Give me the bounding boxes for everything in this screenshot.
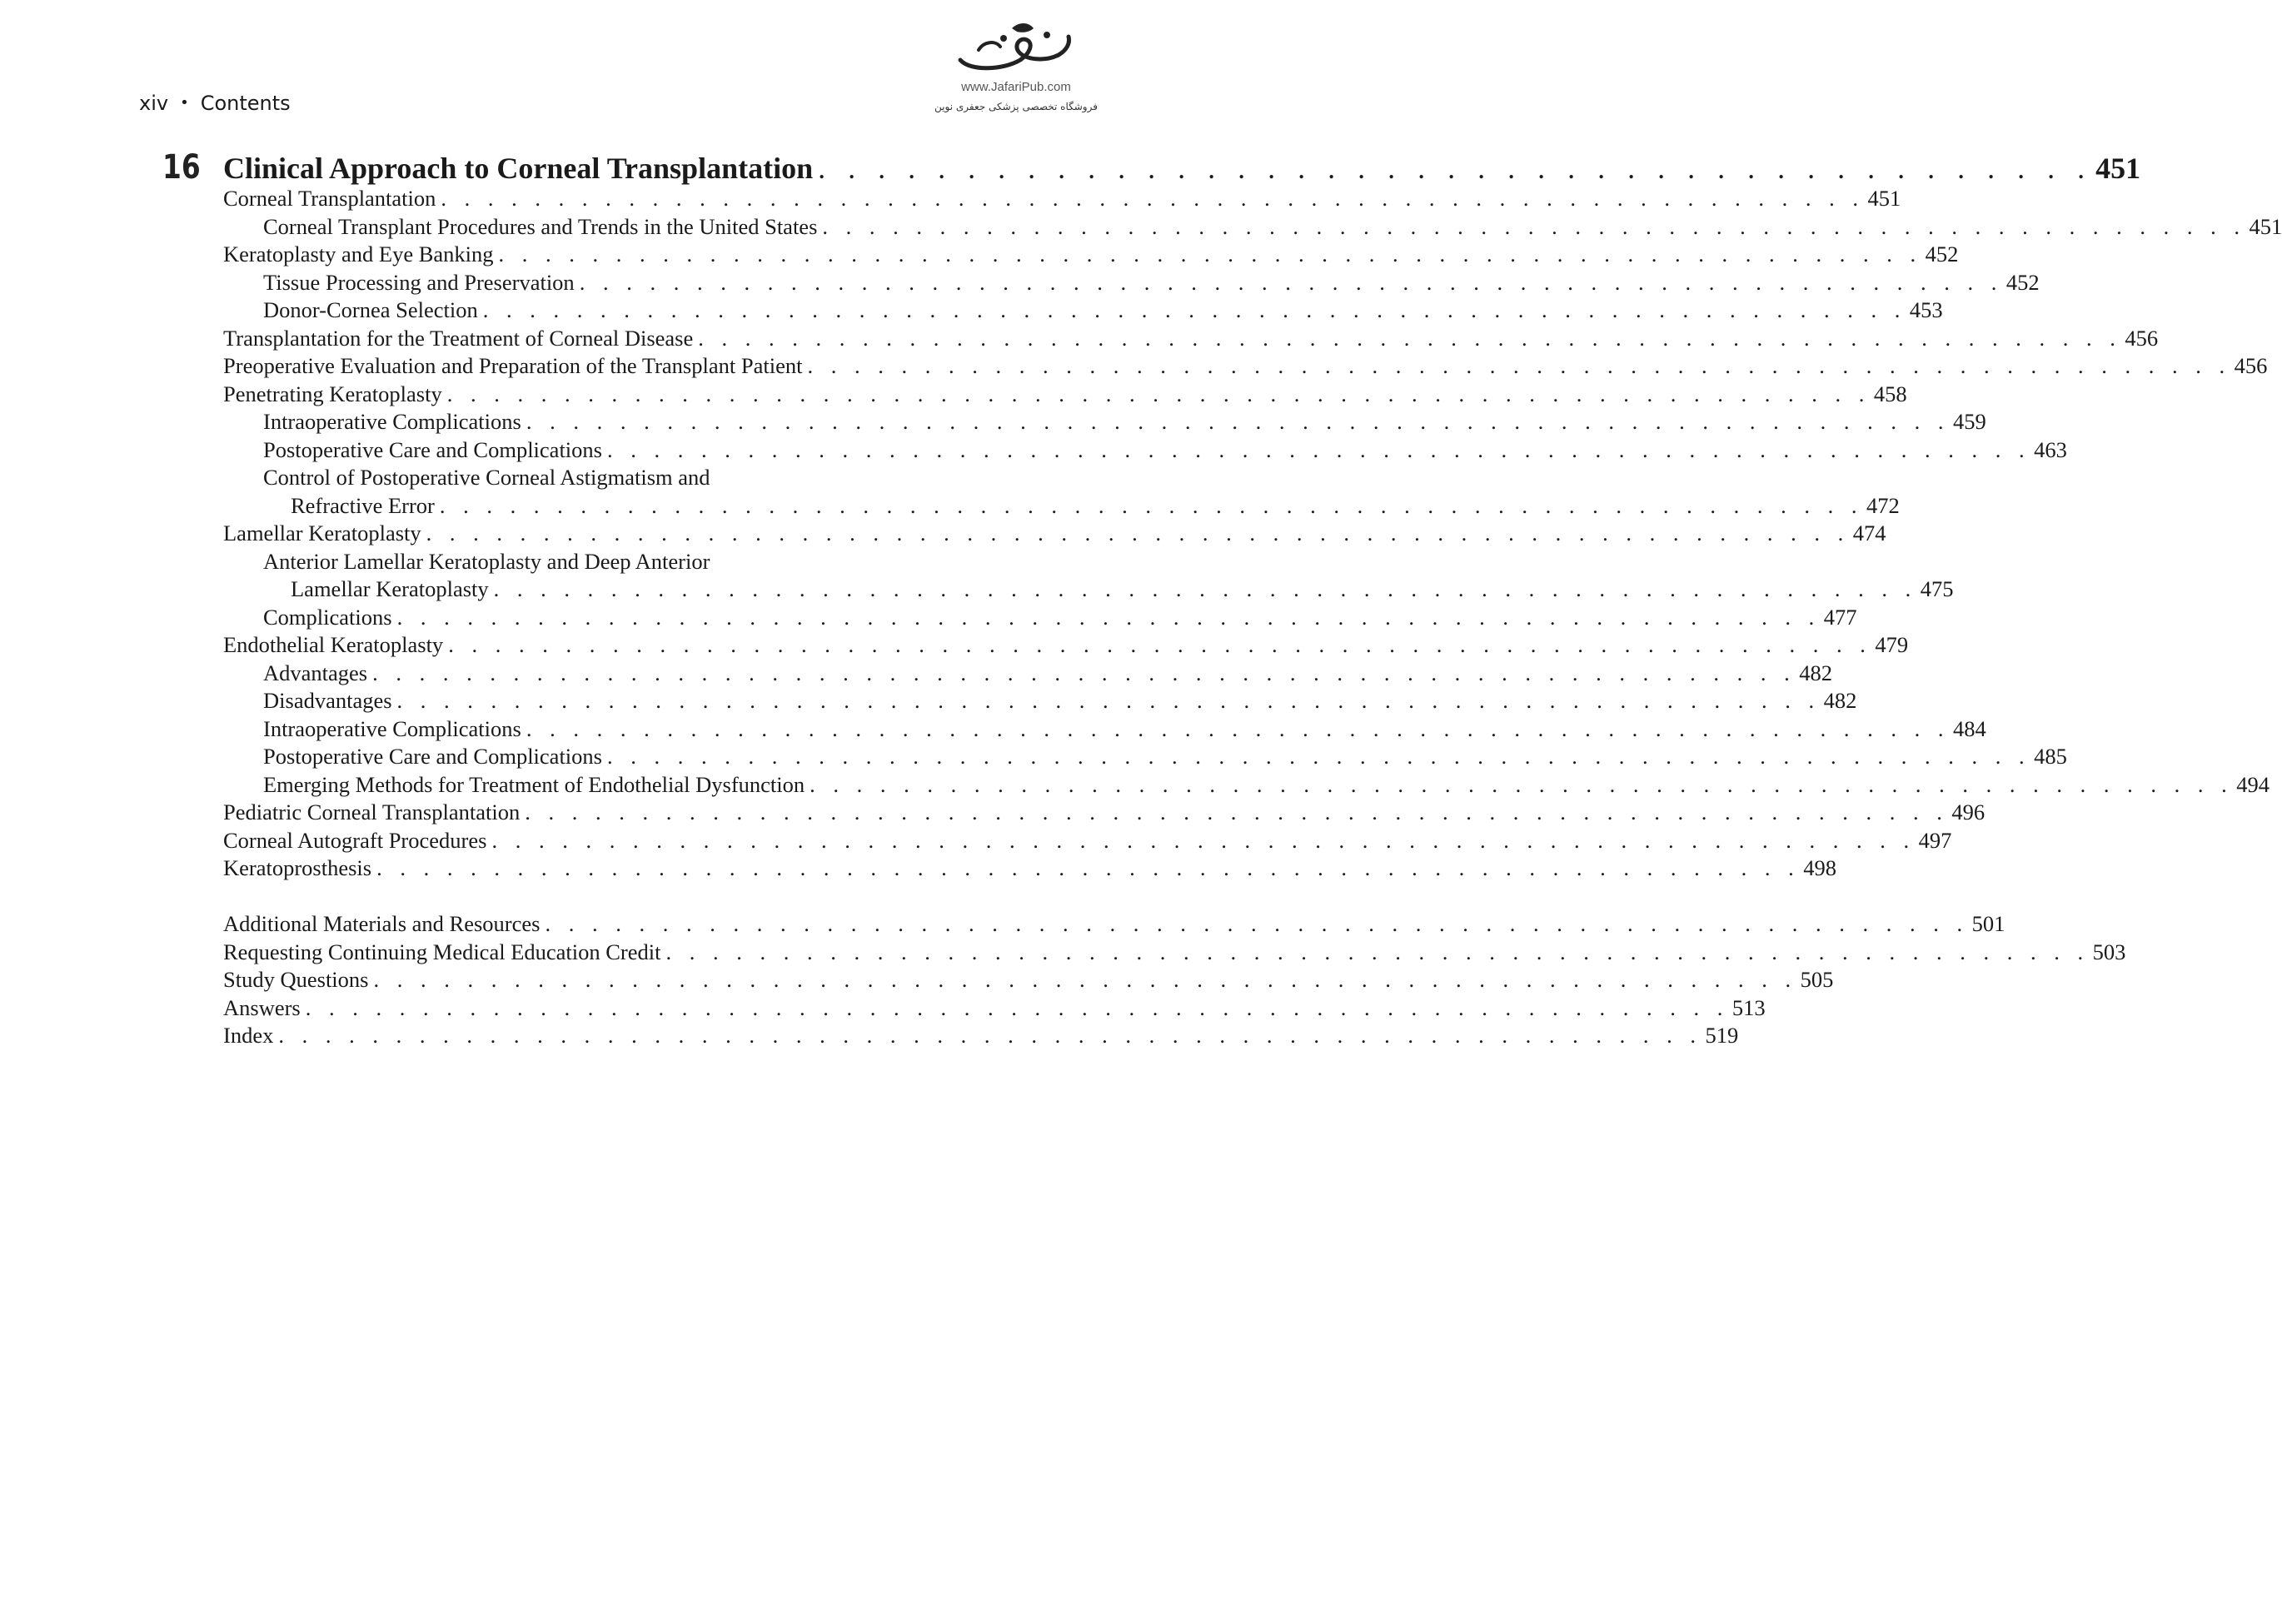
bullet-separator: • [180,93,189,112]
publisher-shop-name: فروشگاه تخصصی پزشکی جعفری نوین [934,101,1098,112]
toc-entry: Intraoperative Complications . . . . . . . . . . . . . . . . . . . . . . . . . . . . . . . . . . . . . . . . . . . . . . . . . . . . . . . . . . . . . 459 [263,409,1986,434]
dot-leader: . . . . . . . . . . . . . . . . . . . . . . . . . . . . . . . . . . . . . . . . . . . [818,152,2093,185]
toc-entry: Keratoprosthesis . . . . . . . . . . . . . . . . . . . . . . . . . . . . . . . . . . . . . . . . . . . . . . . . . . . . . . . . . . . . . 498 [223,855,1836,880]
toc-entry: Corneal Transplantation . . . . . . . . . . . . . . . . . . . . . . . . . . . . . . . . . . . . . . . . . . . . . . . . . . . . . . . . . . . . . 451 [223,186,1901,211]
toc-entry: Preoperative Evaluation and Preparation of the Transplant Patient . . . . . . . . . . . . . . . . . . . . . . . . . . . . . . . . . . . . . . . . . . . . . . . . . . . . . . . . . . . . . 456 [223,353,2268,378]
toc-entry-first-line: Anterior Lamellar Keratoplasty and Deep Anterior [263,548,710,574]
toc-entry: Penetrating Keratoplasty . . . . . . . . . . . . . . . . . . . . . . . . . . . . . . . . . . . . . . . . . . . . . . . . . . . . . . . . . . . . . 458 [223,381,1907,406]
publisher-url: www.JafariPub.com [961,80,1071,94]
toc-entry-first-line: Control of Postoperative Corneal Astigmatism and [263,465,710,490]
toc-entry: Tissue Processing and Preservation . . . . . . . . . . . . . . . . . . . . . . . . . . . . . . . . . . . . . . . . . . . . . . . . . . . . . . . . . . . . . 452 [263,269,2040,295]
toc-entry: Lamellar Keratoplasty . . . . . . . . . . . . . . . . . . . . . . . . . . . . . . . . . . . . . . . . . . . . . . . . . . . . . . . . . . . . . 475 [291,576,1954,601]
chapter-heading [223,152,2141,185]
back-matter-entry: Additional Materials and Resources . . . . . . . . . . . . . . . . . . . . . . . . . . . . . . . . . . . . . . . . . . . . . . . . . . . . . . . . . . . . . 501 [223,911,2005,936]
back-matter-entry: Answers . . . . . . . . . . . . . . . . . . . . . . . . . . . . . . . . . . . . . . . . . . . . . . . . . . . . . . . . . . . . . 513 [223,994,1766,1020]
toc-entry: Donor-Cornea Selection . . . . . . . . . . . . . . . . . . . . . . . . . . . . . . . . . . . . . . . . . . . . . . . . . . . . . . . . . . . . . 453 [263,297,1943,322]
toc-entry: Emerging Methods for Treatment of Endothelial Dysfunction . . . . . . . . . . . . . . . . . . . . . . . . . . . . . . . . . . . . . . . . . . . . . . . . . . . . . . . . . . . . . 494 [263,771,2270,797]
toc-entry: Corneal Autograft Procedures . . . . . . . . . . . . . . . . . . . . . . . . . . . . . . . . . . . . . . . . . . . . . . . . . . . . . . . . . . . . . 497 [223,827,1952,853]
section-name: Contents [200,92,291,115]
back-matter-entry: Study Questions . . . . . . . . . . . . . . . . . . . . . . . . . . . . . . . . . . . . . . . . . . . . . . . . . . . . . . . . . . . . . 505 [223,967,1834,992]
toc-entry: Disadvantages . . . . . . . . . . . . . . . . . . . . . . . . . . . . . . . . . . . . . . . . . . . . . . . . . . . . . . . . . . . . . 482 [263,688,1857,713]
chapter-number: 16 [162,148,201,187]
toc-entry: Intraoperative Complications . . . . . . . . . . . . . . . . . . . . . . . . . . . . . . . . . . . . . . . . . . . . . . . . . . . . . . . . . . . . . 484 [263,715,1986,741]
toc-entry: Postoperative Care and Complications . . . . . . . . . . . . . . . . . . . . . . . . . . . . . . . . . . . . . . . . . . . . . . . . . . . . . . . . . . . . . 485 [263,744,2067,769]
running-head [139,92,291,115]
toc-entry: Postoperative Care and Complications . . . . . . . . . . . . . . . . . . . . . . . . . . . . . . . . . . . . . . . . . . . . . . . . . . . . . . . . . . . . . 463 [263,436,2067,462]
folio: xiv [139,92,169,115]
toc-entry: Refractive Error . . . . . . . . . . . . . . . . . . . . . . . . . . . . . . . . . . . . . . . . . . . . . . . . . . . . . . . . . . . . . 472 [291,492,1900,518]
chapter-page: 451 [2095,152,2141,185]
chapter-title: Clinical Approach to Corneal Transplantation [223,152,814,185]
toc-entry: Keratoplasty and Eye Banking . . . . . . . . . . . . . . . . . . . . . . . . . . . . . . . . . . . . . . . . . . . . . . . . . . . . . . . . . . . . . 452 [223,242,1959,267]
toc-entry: Advantages . . . . . . . . . . . . . . . . . . . . . . . . . . . . . . . . . . . . . . . . . . . . . . . . . . . . . . . . . . . . . 482 [263,660,1832,685]
toc-entry: Pediatric Corneal Transplantation . . . . . . . . . . . . . . . . . . . . . . . . . . . . . . . . . . . . . . . . . . . . . . . . . . . . . . . . . . . . . 496 [223,800,1986,824]
publisher-logo [920,18,1112,125]
toc-entry: Endothelial Keratoplasty . . . . . . . . . . . . . . . . . . . . . . . . . . . . . . . . . . . . . . . . . . . . . . . . . . . . . . . . . . . . . 479 [223,632,1909,657]
back-matter-entry: Index . . . . . . . . . . . . . . . . . . . . . . . . . . . . . . . . . . . . . . . . . . . . . . . . . . . . . . . . . . . . . 519 [223,1023,1739,1048]
toc-entry: Transplantation for the Treatment of Corneal Disease . . . . . . . . . . . . . . . . . . . . . . . . . . . . . . . . . . . . . . . . . . . . . . . . . . . . . . . . . . . . . 456 [223,325,2159,351]
table-of-contents [223,152,2282,1050]
toc-entry: Lamellar Keratoplasty . . . . . . . . . . . . . . . . . . . . . . . . . . . . . . . . . . . . . . . . . . . . . . . . . . . . . . . . . . . . . 474 [223,521,1886,545]
calligraphy-logo-icon [954,18,1079,78]
spacer [223,883,1004,911]
toc-entry: Corneal Transplant Procedures and Trends in the United States . . . . . . . . . . . . . . . . . . . . . . . . . . . . . . . . . . . . . . . . . . . . . . . . . . . . . . . . . . . . . 451 [263,213,2282,239]
toc-entry: Complications . . . . . . . . . . . . . . . . . . . . . . . . . . . . . . . . . . . . . . . . . . . . . . . . . . . . . . . . . . . . . 477 [263,604,1857,630]
back-matter-entry: Requesting Continuing Medical Education Credit . . . . . . . . . . . . . . . . . . . . . . . . . . . . . . . . . . . . . . . . . . . . . . . . . . . . . . . . . . . . . 503 [223,939,2126,964]
